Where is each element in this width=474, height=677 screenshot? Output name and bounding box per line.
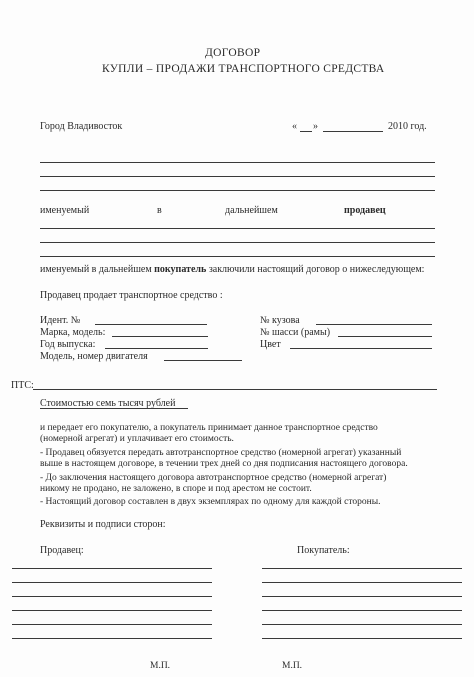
pts-label: ПТС:	[11, 380, 34, 391]
buyer-requisites-line-5[interactable]	[262, 624, 462, 625]
buyer-requisites-line-6[interactable]	[262, 638, 462, 639]
field-chassis-label: № шасси (рамы)	[260, 327, 331, 338]
field-chassis-input[interactable]	[338, 336, 432, 337]
date-month-blank[interactable]	[323, 131, 383, 132]
seller-role: продавец	[344, 205, 386, 216]
buyer-requisites-line-3[interactable]	[262, 596, 462, 597]
date-quote-close: »	[313, 121, 318, 132]
field-ident-label: Идент. №	[40, 315, 81, 326]
paragraph-line: и передает его покупателю, а покупатель принимает данное транспортное средство	[40, 423, 378, 433]
seller-requisites-line-3[interactable]	[12, 596, 212, 597]
field-color-label: Цвет	[260, 339, 281, 350]
paragraph-line: - Настоящий договор составлен в двух экземплярах по одному для каждой стороны.	[40, 497, 381, 507]
field-body-label: № кузова	[260, 315, 300, 326]
pts-input[interactable]	[33, 389, 437, 390]
party2-sentence: именуемый в дальнейшем покупатель заключили настоящий договор о нижеследующем:	[40, 264, 425, 275]
seller-requisites-line-6[interactable]	[12, 638, 212, 639]
buyer-signature-label: Покупатель:	[297, 545, 350, 556]
seller-requisites-line-2[interactable]	[12, 582, 212, 583]
requisites-heading: Реквизиты и подписи сторон:	[40, 519, 166, 530]
buyer-requisites-line-1[interactable]	[262, 568, 462, 569]
seller-requisites-line-1[interactable]	[12, 568, 212, 569]
paragraph-line: - Продавец обязуется передать автотранспортное средство (номерной агрегат) указанный	[40, 448, 402, 458]
field-ident-input[interactable]	[95, 324, 207, 325]
buyer-role: покупатель	[154, 264, 207, 275]
buyer-requisites-line-2[interactable]	[262, 582, 462, 583]
seller-name-line-2[interactable]	[40, 176, 435, 177]
date-quote-open: «	[292, 121, 297, 132]
seller-name-line-1[interactable]	[40, 162, 435, 163]
paragraph-line: (номерной агрегат) и уплачивает его стоимость.	[40, 434, 234, 444]
paragraph-line: - До заключения настоящего договора автотранспортное средство (номерной агрегат)	[40, 473, 387, 483]
seller-requisites-line-4[interactable]	[12, 610, 212, 611]
paragraph-line: выше в настоящем договоре, в течении трех дней со дня подписания настоящего договора.	[40, 459, 408, 469]
seller-signature-label: Продавец:	[40, 545, 84, 556]
cost-underline	[40, 408, 188, 409]
party1-word-1: именуемый	[40, 205, 90, 216]
city-label: Город Владивосток	[40, 121, 123, 132]
buyer-name-line-2[interactable]	[40, 242, 435, 243]
document-title: ДОГОВОР	[205, 47, 261, 59]
field-body-input[interactable]	[316, 324, 432, 325]
seller-name-line-3[interactable]	[40, 190, 435, 191]
field-engine-input[interactable]	[164, 360, 242, 361]
buyer-name-line-3[interactable]	[40, 256, 435, 257]
seller-stamp-label: М.П.	[150, 661, 171, 671]
field-year-label: Год выпуска:	[40, 339, 96, 350]
date-year: 2010 год.	[388, 121, 427, 132]
paragraph-line: никому не продано, не заложено, в споре и под арестом не состоит.	[40, 484, 312, 494]
field-color-input[interactable]	[290, 348, 432, 349]
field-engine-label: Модель, номер двигателя	[40, 351, 148, 362]
field-year-input[interactable]	[105, 348, 208, 349]
field-model-label: Марка, модель:	[40, 327, 106, 338]
party1-word-3: дальнейшем	[225, 205, 278, 216]
buyer-requisites-line-4[interactable]	[262, 610, 462, 611]
date-day-blank[interactable]	[300, 131, 312, 132]
document-subtitle: КУПЛИ – ПРОДАЖИ ТРАНСПОРТНОГО СРЕДСТВА	[102, 63, 385, 75]
buyer-name-line-1[interactable]	[40, 228, 435, 229]
party1-word-2: в	[157, 205, 162, 216]
field-model-input[interactable]	[112, 336, 208, 337]
intro-text: Продавец продает транспортное средство :	[40, 290, 223, 301]
buyer-stamp-label: М.П.	[282, 661, 303, 671]
cost-text: Стоимостью семь тысяч рублей	[40, 398, 176, 409]
seller-requisites-line-5[interactable]	[12, 624, 212, 625]
